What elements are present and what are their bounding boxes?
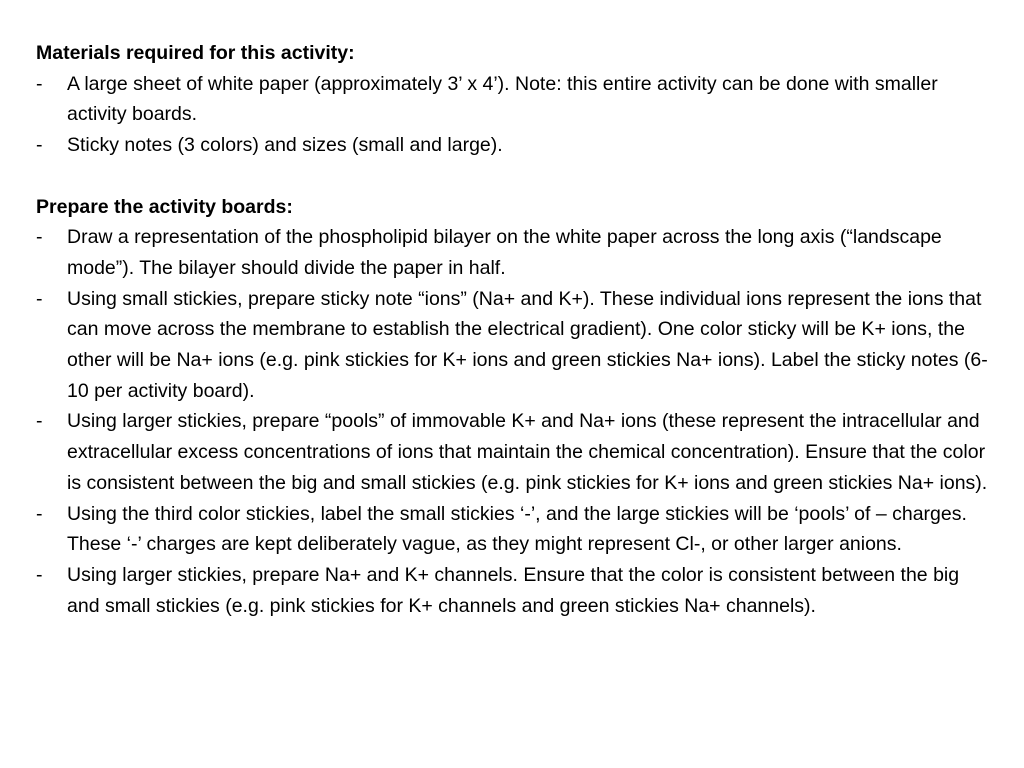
list-item [36, 560, 996, 621]
list-item [36, 130, 996, 161]
list-item [36, 499, 996, 560]
list-item-text: A large sheet of white paper (approximately 3’ x 4’). Note: this entire activity can be done with smaller activity boards. [67, 72, 938, 126]
prepare-heading: Prepare the activity boards: [36, 195, 293, 218]
bullet-dash: - [36, 134, 43, 157]
list-item-text: Sticky notes (3 colors) and sizes (small and large). [67, 134, 503, 157]
section-spacer [36, 161, 996, 192]
bullet-dash: - [36, 563, 43, 586]
list-item [36, 284, 996, 407]
prepare-list [36, 222, 996, 621]
list-item [36, 406, 996, 498]
list-item-text: Using larger stickies, prepare “pools” of immovable K+ and Na+ ions (these represent the intracellular and extracellular excess concentrations of ions that maintain the chemical concentration). Ensure that the color is consistent between the big and small stickies (e.g. pink stickies for K+ ions and green stickies Na+ ions). [67, 410, 988, 494]
materials-heading: Materials required for this activity: [36, 42, 355, 64]
materials-list [36, 69, 996, 161]
bullet-dash: - [36, 410, 43, 433]
list-item-text: Draw a representation of the phospholipid bilayer on the white paper across the long axis (“landscape mode”). The bilayer should divide the paper in half. [67, 226, 942, 279]
list-item [36, 69, 996, 130]
list-item-text: Using small stickies, prepare sticky note “ions” (Na+ and K+). These individual ions represent the ions that can move across the membrane to establish the electrical gradient). One color sticky will be K+ ions, the other will be Na+ ions (e.g. pink stickies for K+ ions and green stickies Na+ ions). Label the sticky notes (6-10 per activity board). [67, 287, 988, 402]
list-item [36, 222, 996, 283]
bullet-dash: - [36, 226, 43, 249]
bullet-dash: - [36, 287, 43, 310]
list-item-text: Using larger stickies, prepare Na+ and K+ channels. Ensure that the color is consistent between the big and small stickies (e.g. pink stickies for K+ channels and green stickies Na+ channels). [67, 563, 960, 617]
bullet-dash: - [36, 72, 43, 95]
bullet-dash: - [36, 502, 43, 525]
list-item-text: Using the third color stickies, label the small stickies ‘-’, and the large stickies will be ‘pools’ of – charges. These ‘-’ charges are kept deliberately vague, as they might represent Cl-, or other larger anions. [67, 502, 967, 556]
slide-content [36, 38, 996, 621]
